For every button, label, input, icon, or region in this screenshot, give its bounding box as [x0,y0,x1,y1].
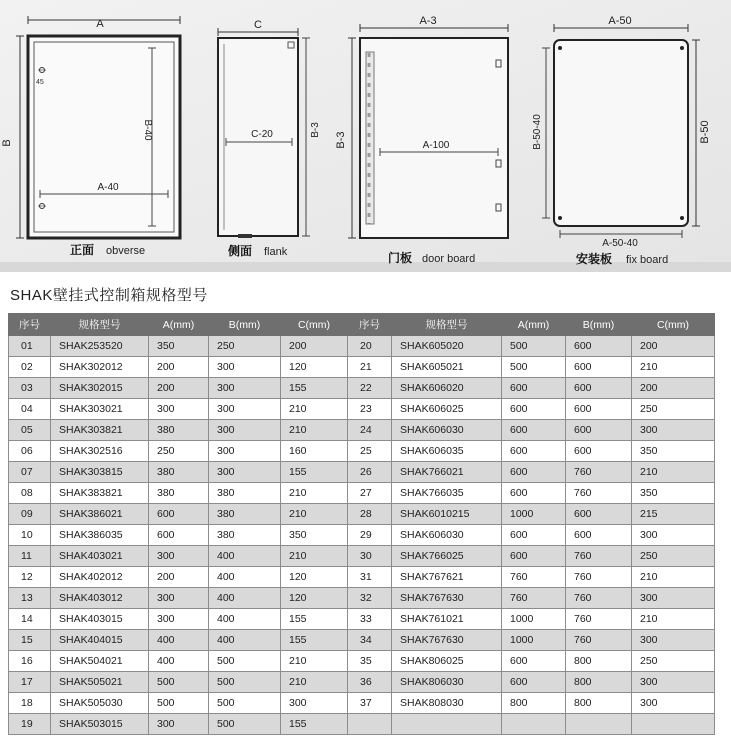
door-en-caption: door board [422,253,476,265]
column-header: 序号 [348,314,392,336]
spec-table-header [9,314,715,336]
table-cell: 300 [149,609,209,630]
table-cell: SHAK808030 [392,693,502,714]
table-cell: 300 [209,420,281,441]
table-cell: 215 [632,504,715,525]
table-cell: SHAK605020 [392,336,502,357]
table-row [9,399,715,420]
table-cell: 21 [348,357,392,378]
table-cell: 500 [502,336,566,357]
table-cell [348,714,392,735]
table-cell: 600 [502,546,566,567]
table-cell: 155 [281,630,348,651]
table-cell: 300 [632,588,715,609]
table-cell: 27 [348,483,392,504]
dim-b-label: B [1,139,13,147]
table-cell: 500 [209,651,281,672]
table-row [9,630,715,651]
table-cell: 760 [566,462,632,483]
table-row [9,672,715,693]
flank-diagram [218,19,321,258]
table-cell: 14 [9,609,51,630]
table-cell: 160 [281,441,348,462]
table-row [9,546,715,567]
table-cell: 400 [209,546,281,567]
table-row [9,651,715,672]
table-cell: 500 [502,357,566,378]
table-cell: 19 [9,714,51,735]
table-cell: 200 [149,567,209,588]
table-cell: 300 [632,672,715,693]
table-cell: 500 [209,693,281,714]
table-cell: 300 [149,399,209,420]
table-cell: SHAK767630 [392,630,502,651]
table-cell: 1000 [502,609,566,630]
table-cell: 13 [9,588,51,609]
table-cell: 200 [281,336,348,357]
table-cell: 300 [209,357,281,378]
table-cell: 760 [566,567,632,588]
table-cell: 17 [9,672,51,693]
table-cell: 210 [281,651,348,672]
table-cell: SHAK386035 [51,525,149,546]
table-cell: SHAK383821 [51,483,149,504]
table-cell: 300 [632,630,715,651]
table-cell: SHAK303815 [51,462,149,483]
table-cell: 600 [566,357,632,378]
table-cell: 210 [632,357,715,378]
flank-cn-caption: 侧面 [228,244,253,258]
header-row [9,314,715,336]
dim-c20-label: C-20 [251,129,273,140]
table-cell: 210 [281,420,348,441]
table-row [9,525,715,546]
table-cell: SHAK767630 [392,588,502,609]
table-cell: 500 [149,693,209,714]
column-header: A(mm) [149,314,209,336]
dim-a100-label: A-100 [422,140,450,151]
diagram-canvas [0,0,731,272]
table-cell: 400 [209,630,281,651]
table-cell: 200 [149,357,209,378]
table-cell: 380 [209,483,281,504]
table-cell: 800 [566,693,632,714]
spec-table-body [9,336,715,735]
table-cell: 210 [281,504,348,525]
table-cell: 600 [502,378,566,399]
column-header: B(mm) [209,314,281,336]
table-cell: 250 [632,651,715,672]
obverse-diagram [1,16,180,257]
fix-en-caption: fix board [626,254,669,266]
fix-cn-caption: 安装板 [576,252,613,266]
table-cell: 28 [348,504,392,525]
table-cell: 10 [9,525,51,546]
table-cell: 200 [632,336,715,357]
table-row [9,693,715,714]
spec-table [8,313,715,735]
table-cell: 600 [502,441,566,462]
door-diagram [335,15,508,265]
dim-a5040-label: A-50-40 [602,238,638,249]
table-cell: 400 [149,630,209,651]
dim-b40-label: B-40 [142,119,153,141]
table-cell: 300 [632,420,715,441]
table-cell: 300 [209,462,281,483]
table-row [9,714,715,735]
table-cell: 35 [348,651,392,672]
table-cell: SHAK302012 [51,357,149,378]
table-cell: 600 [502,420,566,441]
table-cell: 760 [566,588,632,609]
table-cell: 03 [9,378,51,399]
dim-a3-label: A-3 [419,15,437,27]
table-cell: 30 [348,546,392,567]
column-header: C(mm) [281,314,348,336]
table-cell: 600 [566,336,632,357]
dim-a-label: A [96,18,104,30]
table-cell: 600 [566,504,632,525]
table-cell: SHAK806025 [392,651,502,672]
table-row [9,441,715,462]
table-cell: SHAK302015 [51,378,149,399]
table-cell: SHAK606030 [392,420,502,441]
table-cell: 24 [348,420,392,441]
table-cell: SHAK606030 [392,525,502,546]
table-cell: 600 [502,483,566,504]
table-cell: SHAK767621 [392,567,502,588]
table-row [9,483,715,504]
table-cell: 500 [209,672,281,693]
table-cell: 380 [209,525,281,546]
table-cell: 36 [348,672,392,693]
table-cell: 300 [149,588,209,609]
table-cell: 800 [566,651,632,672]
table-cell: 02 [9,357,51,378]
table-cell: 210 [632,462,715,483]
table-cell: SHAK606035 [392,441,502,462]
table-cell: 1000 [502,504,566,525]
table-cell: SHAK403012 [51,588,149,609]
dim-a40-label: A-40 [97,182,119,193]
table-cell: 800 [502,693,566,714]
table-cell: 600 [502,672,566,693]
table-cell: 06 [9,441,51,462]
table-cell: 760 [502,567,566,588]
table-cell [566,714,632,735]
column-header: 规格型号 [51,314,149,336]
table-cell: 500 [149,672,209,693]
table-row [9,420,715,441]
table-cell: SHAK402012 [51,567,149,588]
table-cell: SHAK606025 [392,399,502,420]
table-cell: 20 [348,336,392,357]
column-header: A(mm) [502,314,566,336]
table-cell: SHAK766021 [392,462,502,483]
table-cell: 300 [209,399,281,420]
table-cell: 210 [281,483,348,504]
table-cell [632,714,715,735]
table-cell: 250 [209,336,281,357]
table-cell: 155 [281,609,348,630]
table-cell: 300 [209,441,281,462]
table-cell: 300 [149,546,209,567]
table-cell: 600 [566,441,632,462]
table-cell: 1000 [502,630,566,651]
table-cell [502,714,566,735]
table-cell: SHAK766025 [392,546,502,567]
flank-en-caption: flank [264,246,288,258]
table-cell: 350 [632,441,715,462]
obverse-en-caption: obverse [106,245,146,257]
dim-b50-label: B-50 [699,120,711,144]
table-cell: SHAK606020 [392,378,502,399]
table-cell: 08 [9,483,51,504]
table-cell: SHAK303021 [51,399,149,420]
table-cell: 400 [149,651,209,672]
table-cell: 04 [9,399,51,420]
table-cell: 155 [281,462,348,483]
table-cell: 05 [9,420,51,441]
table-cell: 25 [348,441,392,462]
table-cell: 600 [566,525,632,546]
table-cell: 210 [281,672,348,693]
table-cell: 15 [9,630,51,651]
table-cell: SHAK6010215 [392,504,502,525]
table-cell: 350 [281,525,348,546]
table-cell: 600 [566,420,632,441]
table-cell: 760 [502,588,566,609]
table-cell: 37 [348,693,392,714]
table-cell: 600 [566,378,632,399]
table-cell: SHAK766035 [392,483,502,504]
table-cell: 600 [149,525,209,546]
table-cell: 400 [209,609,281,630]
table-cell: 09 [9,504,51,525]
table-cell: 210 [632,567,715,588]
table-cell: 11 [9,546,51,567]
table-cell: 760 [566,546,632,567]
table-cell: SHAK505030 [51,693,149,714]
table-cell: 210 [281,546,348,567]
table-cell: 120 [281,567,348,588]
table-row [9,462,715,483]
table-cell: 34 [348,630,392,651]
table-cell: 16 [9,651,51,672]
table-cell: 600 [502,399,566,420]
table-cell: 250 [149,441,209,462]
table-cell: SHAK386021 [51,504,149,525]
table-cell: 120 [281,357,348,378]
table-cell: 18 [9,693,51,714]
table-row [9,567,715,588]
table-cell: 23 [348,399,392,420]
table-cell [392,714,502,735]
table-cell: 600 [149,504,209,525]
table-cell: SHAK253520 [51,336,149,357]
table-cell: 600 [502,525,566,546]
column-header: 规格型号 [392,314,502,336]
table-cell: 400 [209,567,281,588]
table-cell: 210 [281,399,348,420]
table-cell: 32 [348,588,392,609]
table-cell: SHAK761021 [392,609,502,630]
table-cell: 31 [348,567,392,588]
table-cell: 300 [149,714,209,735]
table-cell: SHAK503015 [51,714,149,735]
table-cell: 380 [149,462,209,483]
table-cell: 380 [149,420,209,441]
table-cell: 200 [149,378,209,399]
table-cell: SHAK504021 [51,651,149,672]
dim-45-label: 45 [36,79,44,86]
column-header: 序号 [9,314,51,336]
table-cell: 155 [281,714,348,735]
table-cell: 120 [281,588,348,609]
column-header: B(mm) [566,314,632,336]
table-cell: 26 [348,462,392,483]
door-cn-caption: 门板 [388,251,413,265]
table-cell: 600 [502,462,566,483]
table-row [9,504,715,525]
flank-dim-b3-label: B-3 [310,122,321,138]
table-row [9,378,715,399]
table-cell: 210 [632,609,715,630]
dim-a50-label: A-50 [608,15,632,27]
table-cell: 22 [348,378,392,399]
table-row [9,588,715,609]
table-cell: 380 [149,483,209,504]
table-cell: 300 [632,525,715,546]
table-cell: 29 [348,525,392,546]
table-cell: 01 [9,336,51,357]
table-cell: 07 [9,462,51,483]
table-cell: 350 [149,336,209,357]
table-cell: 300 [281,693,348,714]
table-cell: 600 [502,651,566,672]
table-cell: 500 [209,714,281,735]
table-cell: SHAK303821 [51,420,149,441]
table-cell: 760 [566,609,632,630]
table-cell: 800 [566,672,632,693]
table-cell: 400 [209,588,281,609]
dimension-diagrams [0,0,731,272]
dim-b5040-label: B-50-40 [532,114,543,150]
table-cell: SHAK404015 [51,630,149,651]
table-cell: 300 [632,693,715,714]
column-header: C(mm) [632,314,715,336]
table-cell: 600 [566,399,632,420]
table-cell: SHAK806030 [392,672,502,693]
table-cell: 300 [209,378,281,399]
table-row [9,357,715,378]
table-row [9,336,715,357]
table-cell: SHAK302516 [51,441,149,462]
section-title: SHAK壁挂式控制箱规格型号 [10,287,208,304]
table-cell: 760 [566,483,632,504]
table-cell: 33 [348,609,392,630]
table-cell: SHAK605021 [392,357,502,378]
table-cell: 350 [632,483,715,504]
table-cell: SHAK403015 [51,609,149,630]
door-dim-b3-label: B-3 [335,131,347,149]
table-cell: 380 [209,504,281,525]
table-cell: SHAK403021 [51,546,149,567]
table-cell: SHAK505021 [51,672,149,693]
obverse-cn-caption: 正面 [70,243,95,257]
table-cell: 12 [9,567,51,588]
table-cell: 760 [566,630,632,651]
table-cell: 155 [281,378,348,399]
table-cell: 250 [632,546,715,567]
dim-c-label: C [254,19,262,31]
table-row [9,609,715,630]
table-cell: 250 [632,399,715,420]
table-cell: 200 [632,378,715,399]
